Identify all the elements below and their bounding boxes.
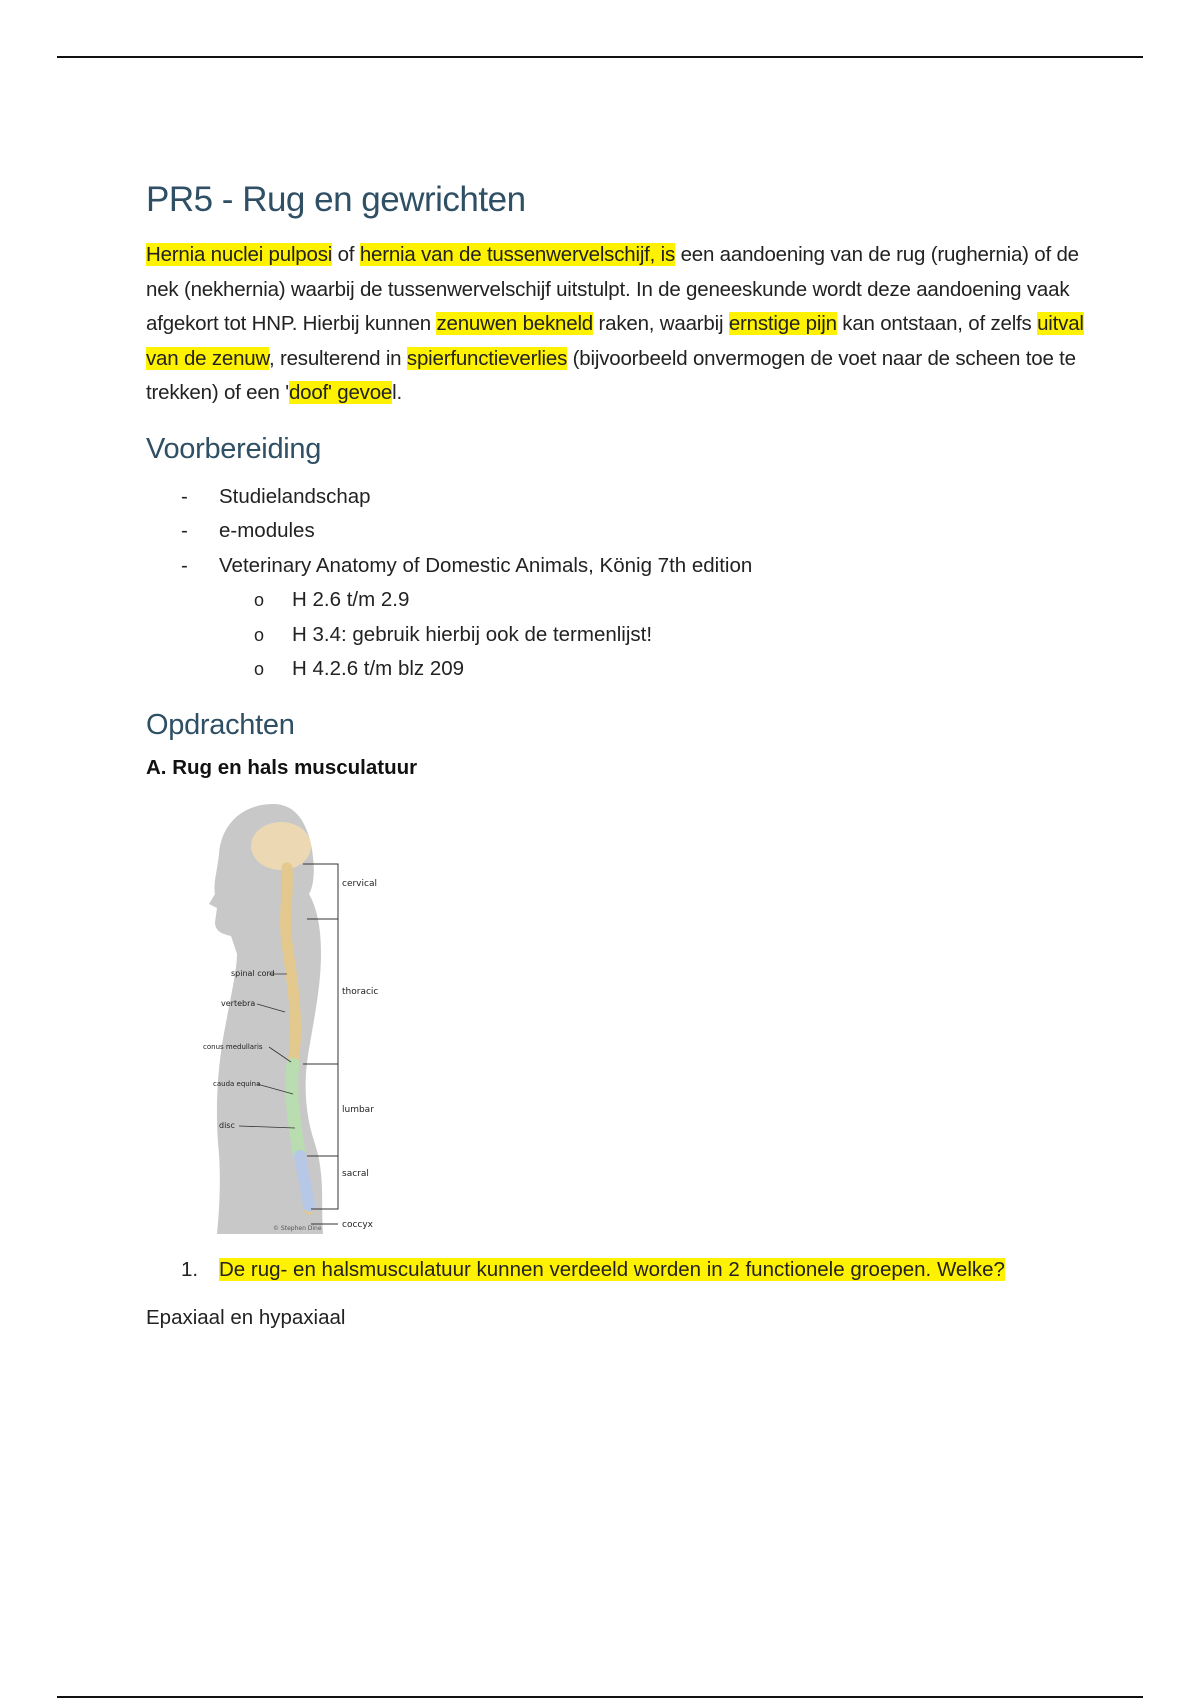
body-text: raken, waarbij (593, 312, 729, 335)
header-rule (57, 56, 1143, 58)
label-lumbar: lumbar (342, 1104, 374, 1115)
label-thoracic: thoracic (342, 986, 379, 997)
figure-credit: © Stephen Dine (273, 1224, 322, 1232)
question-text: De rug- en halsmusculatuur kunnen verdeeld worden in 2 functionele groepen. Welke? (219, 1257, 1005, 1281)
intro-paragraph (146, 238, 1086, 411)
lumbar-segment (292, 1064, 299, 1154)
page-title: PR5 - Rug en gewrichten (146, 180, 526, 219)
sub-list (219, 583, 1086, 687)
sub-list-item: o H 3.4: gebruik hierbij ook de termenlijst! (254, 618, 1086, 653)
body-text: een aandoening van de rug (rughernia) of de nek (nekhernia) waarbij de tussenwervelschijf uitstulpt. In de geneeskunde wordt deze aandoening vaak afgekort tot HNP. Hierbij kunnen (146, 243, 1079, 335)
label-vertebra: vertebra (221, 998, 256, 1008)
list-item: - Studielandschap (181, 480, 1086, 515)
sub-list-item: o H 4.2.6 t/m blz 209 (254, 652, 1086, 687)
section-heading-tasks: Opdrachten (146, 708, 295, 741)
answer-text: Epaxiaal en hypaxiaal (146, 1306, 346, 1329)
preparation-list (146, 480, 1086, 687)
label-cervical: cervical (342, 878, 377, 889)
highlighted-text: ernstige pijn (728, 312, 837, 335)
highlighted-text: Hernia nuclei pulposi (146, 243, 333, 266)
label-coccyx: coccyx (342, 1219, 374, 1230)
brain (251, 822, 311, 870)
body-text: kan ontstaan, of zelfs (836, 312, 1038, 335)
label-conus-medullaris: conus medullaris (203, 1042, 263, 1051)
spine-anatomy-figure (203, 794, 413, 1234)
section-heading-preparation: Voorbereiding (146, 432, 322, 465)
body-text: of (332, 243, 360, 266)
sub-list-item: o H 2.6 t/m 2.9 (254, 583, 1086, 618)
highlighted-text: doof' gevoe (288, 381, 393, 404)
label-cauda-equina: cauda equina (213, 1079, 261, 1088)
document-page (146, 180, 1086, 1336)
label-disc: disc (219, 1120, 235, 1130)
footer-rule (57, 1696, 1143, 1698)
highlighted-text: hernia van de tussenwervelschijf, is (359, 243, 676, 266)
highlighted-text: uitval van de zenuw (146, 312, 1084, 370)
body-text: (bijvoorbeeld onvermogen de voet naar de scheen toe te trekken) of een ' (146, 346, 1076, 404)
subsection-heading: A. Rug en hals musculatuur (146, 755, 418, 779)
highlighted-text: zenuwen bekneld (436, 312, 594, 335)
question-list (146, 1253, 1086, 1288)
list-item: - e-modules (181, 514, 1086, 549)
highlighted-text: spierfunctieverlies (406, 346, 568, 370)
list-item: - Veterinary Anatomy of Domestic Animals, König 7th edition o H 2.6 t/m 2.9 o H 3.4: gebruik hierbij ook de termenlijst! o H 4.2.6 t/m blz 209 (181, 549, 1086, 687)
body-text: l. (392, 381, 402, 404)
label-spinal-cord: spinal cord (231, 968, 275, 978)
question-item (181, 1253, 1086, 1288)
label-sacral: sacral (342, 1168, 369, 1179)
body-text: , resulterend in (268, 346, 407, 370)
question-number: 1. (181, 1257, 199, 1281)
